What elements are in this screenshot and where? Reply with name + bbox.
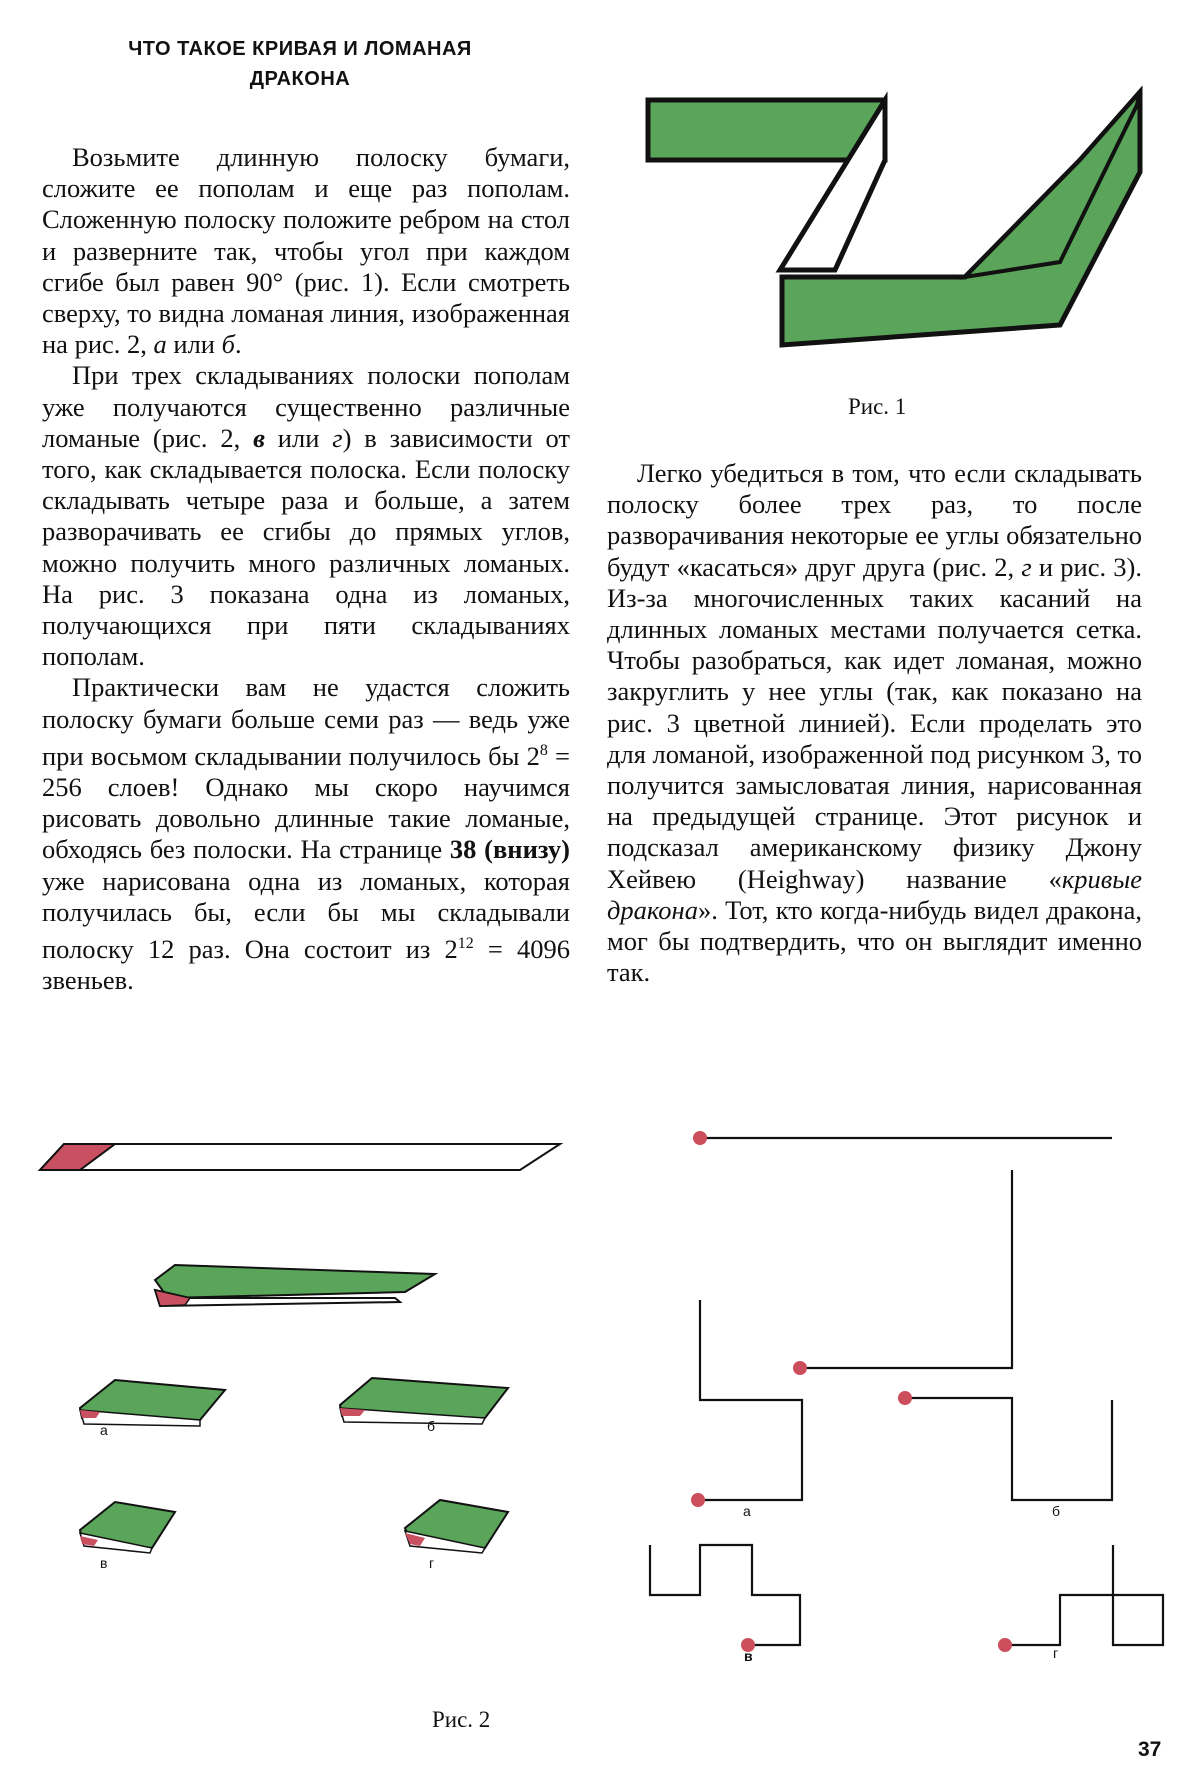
label-v-right: в [744, 1648, 753, 1664]
paragraph: При трех складываниях полоски пополам уже получаются существенно различные ломаные (рис. 2, в или г) в зависимости от того, как складывается полоска. Если полоску складывать четыре раза и больше, а затем разворачивать ее сгибы до прямых углов, можно получить много различных ломаных. На рис. 3 показана одна из ломаных, получающихся при пяти складываниях пополам. [42, 360, 571, 672]
polyline-a [698, 1300, 802, 1500]
label-a-left: а [100, 1422, 108, 1438]
label-g-left: г [429, 1555, 435, 1571]
label-g-right: г [1053, 1645, 1059, 1661]
figure-2-caption: Рис. 2 [432, 1707, 491, 1732]
label-v-left: в [100, 1555, 108, 1571]
start-dot [898, 1391, 912, 1405]
line-l-shape [800, 1170, 1012, 1368]
start-dot [998, 1638, 1012, 1652]
label-a-right: а [743, 1503, 751, 1519]
label-b-left: б [427, 1418, 436, 1434]
label-b-right: б [1052, 1503, 1061, 1519]
heading-line-1: ЧТО ТАКОЕ КРИВАЯ И ЛОМАНАЯ [128, 38, 472, 60]
start-dot [693, 1131, 707, 1145]
polyline-g [1005, 1545, 1163, 1645]
polyline-v [650, 1545, 800, 1645]
polyline-b [905, 1398, 1112, 1500]
paragraph: Легко убедиться в том, что если складывать полоску более трех раз, то после разворачивания некоторые ее углы обязательно будут «касаться» друг друга (рис. 2, г и рис. 3). Из-за многочисленных таких касаний на длинных ломаных местами получается сетка. Чтобы разобраться, как идет ломаная, можно закруглить у нее углы (так, как показано на рис. 3 цветной линией). Если проделать это для ломаной, изображенной под рисунком 3, то получится замысловатая линия, нарисованная на предыдущей странице. Этот рисунок и подсказал американскому физику Джону Хейвею (Heighway) название «кривые дракона». Тот, кто когда-нибудь видел дракона, мог бы подтвердить, что он выглядит именно так. [607, 458, 1142, 988]
figure-1-caption: Рис. 1 [848, 394, 907, 419]
page-number: 37 [1138, 1738, 1162, 1761]
paragraph: Практически вам не удастся сложить полоску бумаги больше семи раз — ведь уже при восьмом складывании получилось бы $2^8 = 256$ слоев! Однако мы скоро научимся рисовать довольно длинные такие ломаные, обходясь без полоски. На странице 38 (внизу) уже нарисована одна из ломаных, которая получилась бы, если бы мы складывали полоску 12 раз. Она состоит из $2^{12} = 4096$ звеньев. [42, 672, 571, 995]
start-dot [691, 1493, 705, 1507]
heading-line-2: ДРАКОНА [249, 68, 351, 90]
start-dot [793, 1361, 807, 1375]
paragraph: Возьмите длинную полоску бумаги, сложите ее пополам и еще раз пополам. Сложенную полоску положите ребром на стол и разверните так, чтобы угол при каждом сгибе был равен 90° (рис. 1). Если смотреть сверху, то видна ломаная линия, изображенная на рис. 2, а или б. [42, 142, 570, 360]
